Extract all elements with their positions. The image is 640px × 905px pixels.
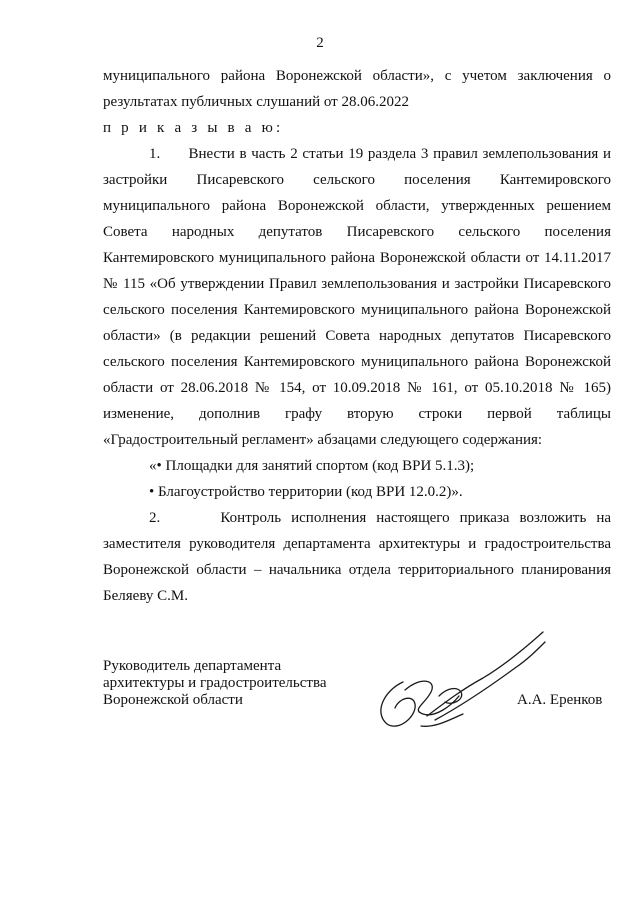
position-line-2: архитектуры и градостроительства [103, 675, 327, 691]
signatory-position [103, 658, 326, 709]
position-line-1: Руководитель департамента [103, 658, 282, 674]
bullet-item-landscaping: • Благоустройство территории (код ВРИ 12.0.2)». [149, 484, 463, 500]
order-item-1: 1. Внести в часть 2 статьи 19 раздела 3 правил землепользования и застройки Писаревского сельского поселения Кантемировского муниципального района Воронежской области, утвержденных решением Совета народных депутатов Писаревского сельского поселения Кантемировского муниципального района Воронежской области от 14.11.2017 № 115 «Об утверждении Правил землепользования и застройки Писаревского сельского поселения Кантемировского муниципального района Воронежской области» (в редакции решений Совета народных депутатов Писаревского сельского поселения Кантемировского муниципального района Воронежской области от 28.06.2018 № 154, от 10.09.2018 № 161, от 05.10.2018 № 165) изменение, дополнив графу вторую строки первой таблицы «Градостроительный регламент» абзацами следующего содержания: [103, 146, 611, 448]
position-line-3: Воронежской области [103, 692, 243, 708]
signatory-name: А.А. Еренков [517, 692, 603, 708]
intro-paragraph: муниципального района Воронежской области», с учетом заключения о результатах публичных слушаний от 28.06.2022 [103, 68, 611, 110]
page-number: 2 [316, 35, 324, 51]
bullet-item-sports-grounds: «• Площадки для занятий спортом (код ВРИ 5.1.3); [149, 458, 475, 474]
document-body [103, 63, 611, 609]
order-heading: п р и к а з ы в а ю: [103, 120, 284, 136]
handwritten-signature [365, 620, 555, 740]
order-item-2: 2. Контроль исполнения настоящего приказа возложить на заместителя руководителя департамента архитектуры и градостроительства Воронежской области – начальника отдела территориального планирования Беляеву С.М. [103, 510, 611, 604]
